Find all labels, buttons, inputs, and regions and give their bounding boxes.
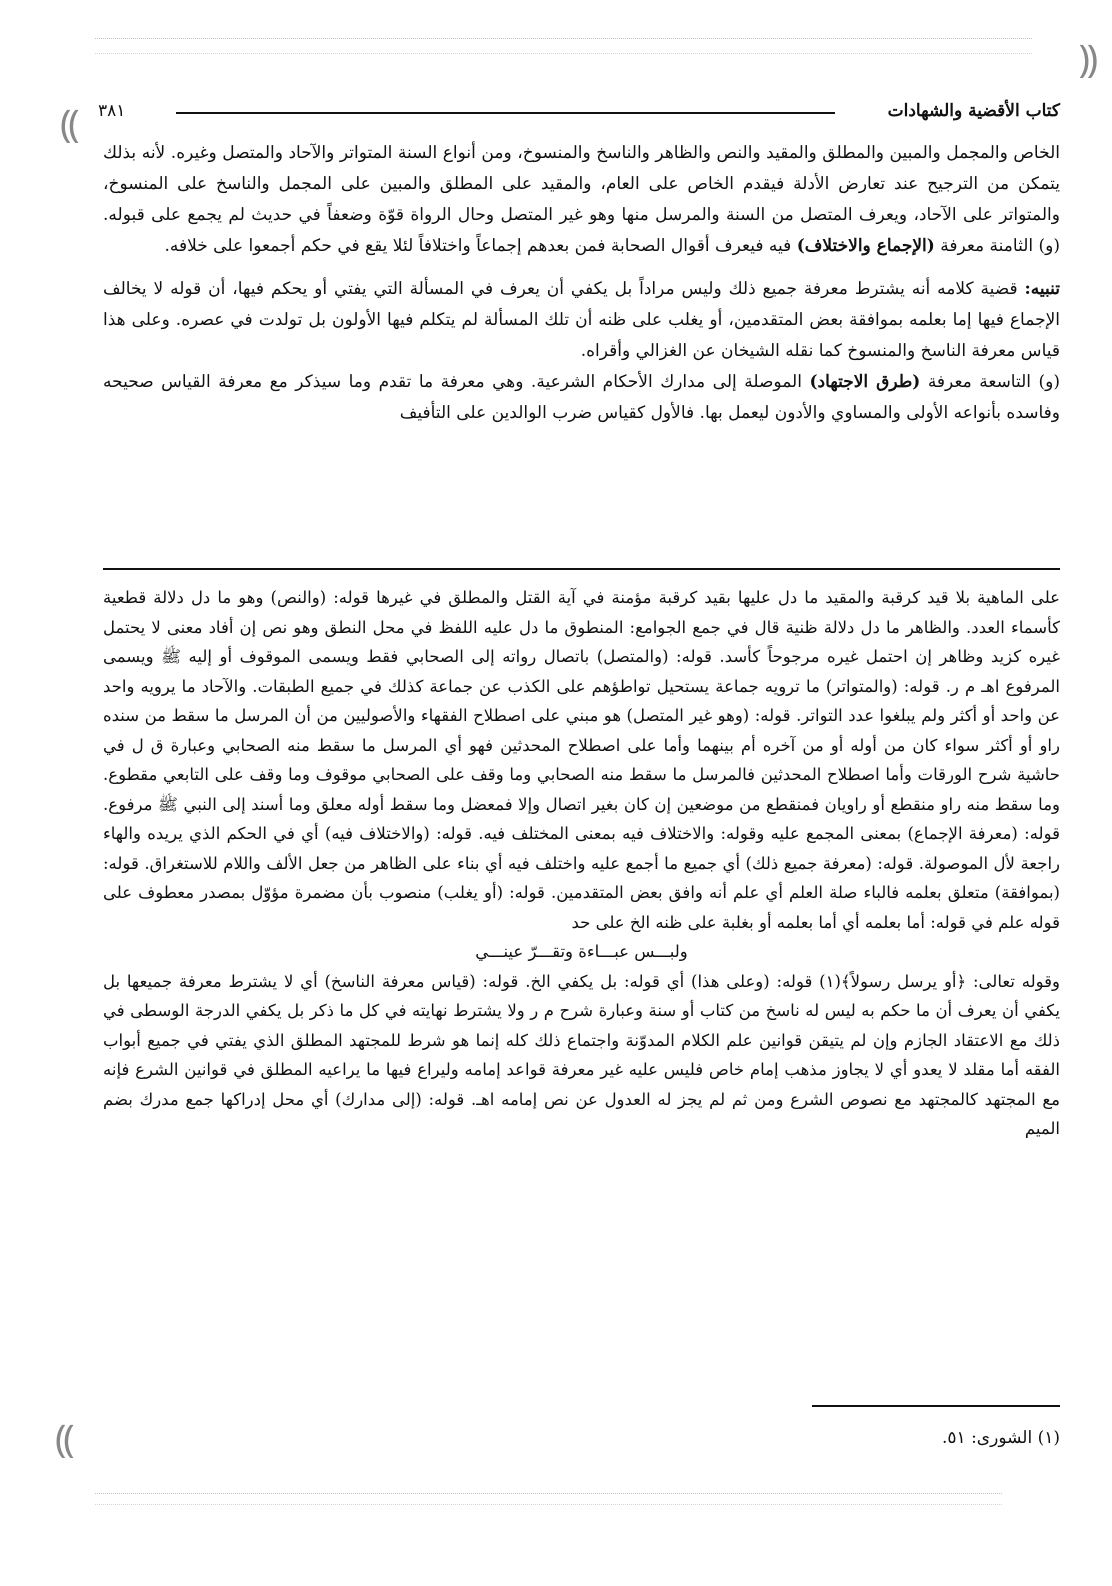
main-paragraph: (و) التاسعة معرفة (طرق الاجتهاد) الموصلة إلى مدارك الأحكام الشرعية. وهي معرفة ما تقدم وما سيذكر مع معرفة القياس صحيحه وفاسده بأنواعه الأولى والمساوي والأدون ليعمل بها. فالأول كقياس ضرب الوالدين على التأفيف xyxy=(103,372,1061,423)
commentary-divider xyxy=(103,568,1060,570)
footnote: (١) الشورى: ٥١. xyxy=(942,1428,1060,1448)
scan-edge-bottom xyxy=(95,1493,1002,1505)
book-title: كتاب الأقضية والشهادات xyxy=(887,101,1060,121)
poetry-verse: ولبـــس عبـــاءة وتقـــرّ عينـــي xyxy=(475,942,688,961)
commentary-text xyxy=(103,583,1060,1144)
commentary-paragraph: على الماهية بلا قيد كرقبة والمقيد ما دل عليها بقيد كرقبة مؤمنة في آية القتل والمطلق في غيرها قوله: (والنص) وهو ما دل دلالة قطعية كأسماء العدد. والظاهر ما دل دلالة ظنية قال في جمع الجوامع: المنطوق ما دل عليه اللفظ في محل النطق وهو نص إن أفاد معنى لا يحتمل غيره كزيد وظاهر إن احتمل غيره مرجوحاً كأسد. قوله: (والمتصل) باتصال رواته إلى الصحابي فقط ويسمى الموقوف أو إليه ﷺ ويسمى المرفوع اهـ م ر. قوله: (والمتواتر) ما ترويه جماعة يستحيل تواطؤهم على الكذب عن جماعة كذلك في جميع الطبقات. والآحاد ما يرويه واحد عن واحد أو أكثر ولم يبلغوا عدد التواتر. قوله: (وهو غير المتصل) هو مبني على اصطلاح الفقهاء والأصوليين من أن المرسل ما سقط من سنده راو أو أكثر سواء كان من أوله أو من آخره أم بينهما وأما على اصطلاح المحدثين فهو أي المرسل ما سقط منه الصحابي وعبارة ق ل في حاشية شرح الورقات وأما اصطلاح المحدثين فالمرسل ما سقط منه الصحابي وما وقف على الصحابي موقوف وما وقف على التابعي مقطوع. وما سقط منه راو منقطع أو راويان فمنقطع من موضعين إن كان بغير اتصال وإلا فمعضل وما سقط أوله معلق وما أسند إلى النبي ﷺ مرفوع. قوله: (معرفة الإجماع) بمعنى المجمع عليه وقوله: والاختلاف فيه بمعنى المختلف فيه. قوله: (والاختلاف فيه) أي في الحكم الذي يريده والهاء راجعة لأل الموصولة. قوله: (معرفة جميع ذلك) أي جميع ما أجمع عليه واختلف فيه أي بناء على الظاهر من جعل الألف واللام للاستغراق. قوله: (بموافقة) متعلق بعلمه فالباء صلة العلم أي علم أنه وافق بعض المتقدمين. قوله: (أو يغلب) منصوب بأن مضمرة مؤوّل بمصدر معطوف على قوله علم في قوله: أما بعلمه أي أما بعلمه أو بغلبة على ظنه الخ على حد xyxy=(103,588,1060,932)
notice-label: تنبيه: xyxy=(1024,279,1060,299)
commentary-paragraph: وقوله تعالى: ﴿أو يرسل رسولاً﴾(١) قوله: (وعلى هذا) أي قوله: بل يكفي الخ. قوله: (قياس معرفة الناسخ) أي لا يشترط معرفة جميعها بل يكفي أن يعرف أن ما حكم به ليس له ناسخ من كتاب أو سنة وعبارة شرح م ر ولا يشترط نهايته في كل ما ذكر بل يكفي الدرجة الوسطى في ذلك مع الاعتقاد الجازم وإن لم يتيقن قوانين علم الكلام المدوّنة واجتماع ذلك كله إنما هو شرط للمجتهد المطلق الذي يفتي في جميع أبواب الفقه أما مقلد لا يعدو أي لا يجاوز مذهب إمام خاص فليس عليه غير معرفة قواعد إمامه وليراع فيها ما يراعيه المطلق في قوانين الشرع فإنه مع المجتهد كالمجتهد مع نصوص الشرع ومن ثم لم يجز له العدول عن نص إمامه اهـ. قوله: (إلى مدارك) أي محل إدراكها جمع مدرك بضم الميم xyxy=(103,971,1060,1138)
main-paragraph: الخاص والمجمل والمبين والمطلق والمقيد والنص والظاهر والناسخ والمنسوخ، ومن أنواع السنة المتواتر والآحاد والمتصل وغيره. لأنه بذلك يتمكن من الترجيح عند تعارض الأدلة فيقدم الخاص على العام، والمقيد على المطلق والمبين على المجمل والناسخ على المنسوخ، والمتواتر على الآحاد، ويعرف المتصل من السنة والمرسل منها وهو غير المتصل وحال الرواة قوّة وضعفاً في حديث لم يجمع على قبوله. (و) الثامنة معرفة (الإجماع والاختلاف) فيه فيعرف أقوال الصحابة فمن بعدهم إجماعاً واختلافاً لئلا يقع في حكم أجمعوا على خلافه. xyxy=(103,143,1060,256)
header-rule xyxy=(176,112,835,114)
bold-term: (طرق الاجتهاد) xyxy=(809,372,921,392)
binding-mark-top-right: ⸨ xyxy=(1078,37,1098,81)
main-text xyxy=(103,138,1060,429)
main-paragraph: تنبيه: قضية كلامه أنه يشترط معرفة جميع ذلك وليس مراداً بل يكفي أن يعرف في المسألة التي يفتي أو يحكم فيها، أن قوله لا يخالف الإجماع فيها إما بعلمه بموافقة بعض المتقدمين، أو يغلب على ظنه أن تلك المسألة لم يتكلم فيها الأولون بل تولدت في عصره. وعلى هذا قياس معرفة الناسخ والمنسوخ كما نقله الشيخان عن الغزالي وأقراه. xyxy=(103,279,1060,361)
page-number: ٣٨١ xyxy=(98,101,126,121)
scan-edge-top xyxy=(95,38,1032,54)
footnote-rule xyxy=(812,1405,1060,1407)
binding-mark-bottom-left: ⸩ xyxy=(55,1417,75,1461)
binding-mark-top-left: ⸩ xyxy=(60,102,80,146)
bold-term: (الإجماع والاختلاف) xyxy=(796,236,935,256)
page-header xyxy=(98,98,1060,124)
